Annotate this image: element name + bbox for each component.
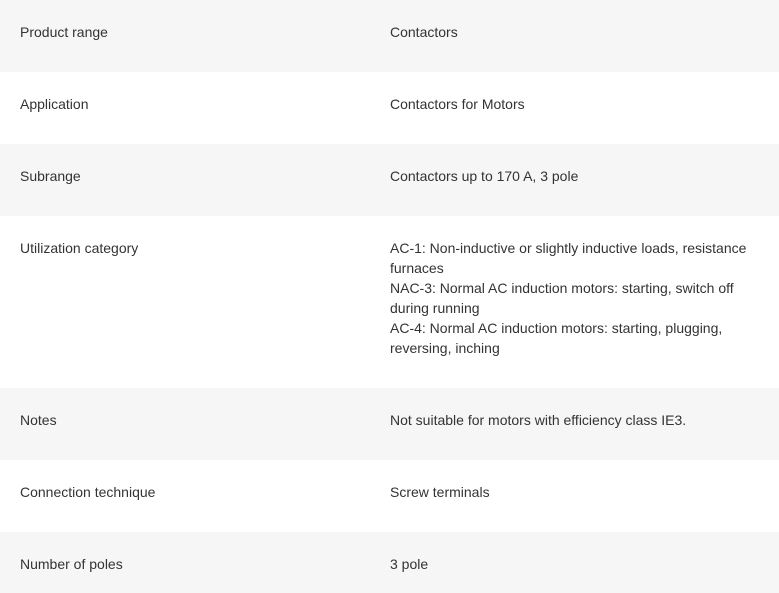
spec-label: Application <box>20 96 89 112</box>
spec-value-line: Not suitable for motors with efficiency class IE3. <box>390 412 687 428</box>
spec-value-line: 3 pole <box>390 556 429 572</box>
spec-row-application <box>0 72 779 144</box>
spec-label: Utilization category <box>20 240 139 256</box>
spec-value <box>390 94 779 114</box>
spec-label: Notes <box>20 412 57 428</box>
spec-row-notes <box>0 388 779 460</box>
spec-value-line: AC-4: Normal AC induction motors: starting, plugging, reversing, inching <box>390 320 723 356</box>
spec-label: Number of poles <box>20 556 123 572</box>
spec-value-line: Contactors up to 170 A, 3 pole <box>390 168 579 184</box>
spec-row-connection-technique <box>0 460 779 532</box>
spec-value-line: AC-1: Non-inductive or slightly inductive loads, resistance furnaces <box>390 240 747 276</box>
spec-value-line: Screw terminals <box>390 484 490 500</box>
spec-value <box>390 22 779 42</box>
spec-label: Connection technique <box>20 484 156 500</box>
spec-label: Product range <box>20 24 108 40</box>
spec-value-line: NAC-3: Normal AC induction motors: starting, switch off during running <box>390 280 734 316</box>
spec-value-line: Contactors for Motors <box>390 96 525 112</box>
spec-row-product-range <box>0 0 779 72</box>
spec-row-number-of-poles <box>0 532 779 593</box>
spec-row-subrange <box>0 144 779 216</box>
spec-value <box>390 554 779 574</box>
spec-value-line: Contactors <box>390 24 458 40</box>
spec-value <box>390 410 779 430</box>
spec-value <box>390 482 779 502</box>
spec-label: Subrange <box>20 168 81 184</box>
spec-value <box>390 238 779 358</box>
spec-row-utilization-category <box>0 216 779 388</box>
spec-value <box>390 166 779 186</box>
